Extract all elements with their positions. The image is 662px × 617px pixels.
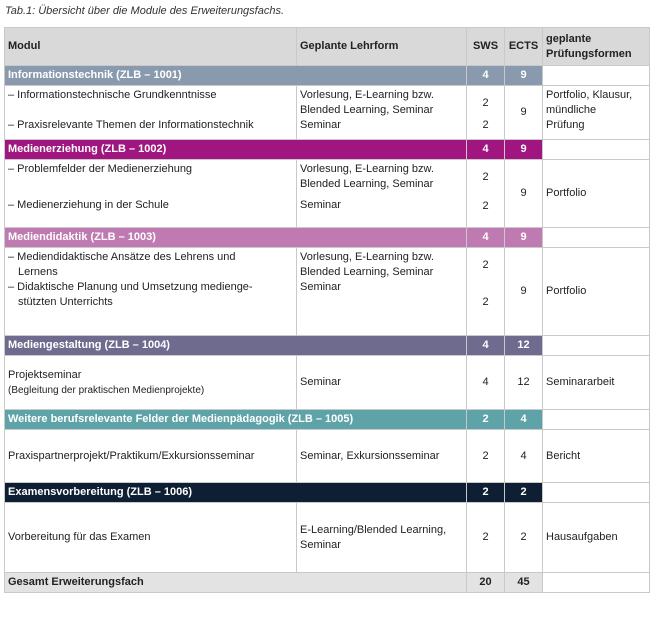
ects-value: 2 [505,503,543,573]
lehrform-text: Vorlesung, E-Learning bzw. [300,89,434,101]
section-empty-cell [543,336,650,356]
total-empty-cell [543,573,650,593]
item-name: – Problemfelder der Medienerziehung [8,163,193,175]
header-ects: ECTS [505,28,543,66]
section-row-weitere [5,410,650,430]
item-name: (Begleitung der praktischen Medienprojekte) [8,384,205,396]
pruefung-text: Prüfung [546,119,585,131]
module-table [4,27,650,593]
header-pruefung-line-2: Prüfungsformen [546,47,632,60]
sws-value: 2 [482,259,489,271]
header-pruefung-line-1: geplante [546,32,592,45]
table-row [5,503,650,573]
sws-value: 2 [482,119,489,131]
table-row [5,160,650,228]
item-name: – Didaktische Planung und Umsetzung medienge- [8,281,253,293]
module-names [5,356,297,410]
section-ects: 9 [505,228,543,248]
lehrform-text: Vorlesung, E-Learning bzw. [300,163,434,175]
section-empty-cell [543,66,650,86]
item-name: Projektseminar [8,368,82,381]
ects-value: 9 [505,86,543,140]
ects-value: 9 [505,160,543,228]
item-name: – Praxisrelevante Themen der Informationstechnik [8,119,254,131]
section-empty-cell [543,228,650,248]
section-title: Mediengestaltung (ZLB – 1004) [5,336,467,356]
ects-value: 4 [505,430,543,483]
header-modul: Modul [5,28,297,66]
item-name: – Medienerziehung in der Schule [8,199,169,211]
item-name: – Informationstechnische Grundkenntnisse [8,89,217,101]
table-row [5,86,650,140]
pruefung-text: Seminararbeit [543,356,650,410]
section-sws: 2 [467,483,505,503]
lehrform-text: Seminar [300,119,341,131]
section-ects: 12 [505,336,543,356]
item-name: Praxispartnerprojekt/Praktikum/Exkursionsseminar [5,430,297,483]
lehrform-cell [297,86,467,140]
pruefung-cell [543,86,650,140]
pruefung-text: Portfolio [543,160,650,228]
header-pruefung [543,28,650,66]
total-label: Gesamt Erweiterungsfach [5,573,467,593]
section-sws: 4 [467,228,505,248]
pruefung-text: Hausaufgaben [543,503,650,573]
section-title: Mediendidaktik (ZLB – 1003) [5,228,467,248]
header-lehrform: Geplante Lehrform [297,28,467,66]
section-row-informationstechnik [5,66,650,86]
total-sws: 20 [467,573,505,593]
module-names [5,86,297,140]
ects-value: 9 [505,248,543,336]
spacer [8,103,293,118]
sws-value: 4 [467,356,505,410]
section-title: Informationstechnik (ZLB – 1001) [5,66,467,86]
lehrform-text: Seminar [300,199,341,211]
ects-value: 12 [505,356,543,410]
section-row-mediendidaktik [5,228,650,248]
section-sws: 2 [467,410,505,430]
module-names [5,248,297,336]
lehrform-text: Seminar, Exkursionsseminar [297,430,467,483]
lehrform-text: Seminar [297,356,467,410]
sws-value: 2 [482,97,489,109]
lehrform-text: Blended Learning, Seminar [300,104,434,116]
header-sws: SWS [467,28,505,66]
sws-value: 2 [467,430,505,483]
section-title: Weitere berufsrelevante Felder der Medienpädagogik (ZLB – 1005) [5,410,467,430]
lehrform-text: Blended Learning, Seminar [300,266,434,278]
section-empty-cell [543,483,650,503]
section-row-medienerziehung [5,140,650,160]
table-row [5,430,650,483]
section-sws: 4 [467,140,505,160]
sws-value: 2 [482,296,489,308]
table-header-row [5,28,650,66]
pruefung-text: mündliche [546,104,597,116]
table-row [5,248,650,336]
section-ects: 2 [505,483,543,503]
section-ects: 9 [505,66,543,86]
section-row-mediengestaltung [5,336,650,356]
pruefung-text: Bericht [543,430,650,483]
section-sws: 4 [467,66,505,86]
section-empty-cell [543,140,650,160]
table-row [5,356,650,410]
lehrform-cell [297,248,467,336]
section-row-examensvorbereitung [5,483,650,503]
section-ects: 9 [505,140,543,160]
table-caption: Tab.1: Übersicht über die Module des Erweiterungsfachs. [5,5,285,17]
lehrform-text: Seminar [300,281,341,293]
lehrform-text: E-Learning/Blended Learning, [300,523,447,536]
lehrform-text: Blended Learning, Seminar [300,178,434,190]
sws-cell [467,160,505,228]
lehrform-cell [297,503,467,573]
total-row [5,573,650,593]
item-name: Lernens [18,266,58,278]
sws-cell [467,86,505,140]
section-title: Examensvorbereitung (ZLB – 1006) [5,483,467,503]
sws-cell [467,248,505,336]
spacer [8,177,293,198]
item-name: Vorbereitung für das Examen [5,503,297,573]
sws-value: 2 [482,200,489,212]
sws-value: 2 [482,171,489,183]
item-name: – Mediendidaktische Ansätze des Lehrens und [8,251,236,263]
section-empty-cell [543,410,650,430]
section-sws: 4 [467,336,505,356]
lehrform-text: Seminar [300,538,341,551]
lehrform-text: Vorlesung, E-Learning bzw. [300,251,434,263]
pruefung-text: Portfolio [543,248,650,336]
pruefung-text: Portfolio, Klausur, [546,89,633,101]
section-title: Medienerziehung (ZLB – 1002) [5,140,467,160]
total-ects: 45 [505,573,543,593]
lehrform-cell [297,160,467,228]
module-names [5,160,297,228]
section-ects: 4 [505,410,543,430]
sws-value: 2 [467,503,505,573]
item-name: stützten Unterrichts [18,296,113,308]
